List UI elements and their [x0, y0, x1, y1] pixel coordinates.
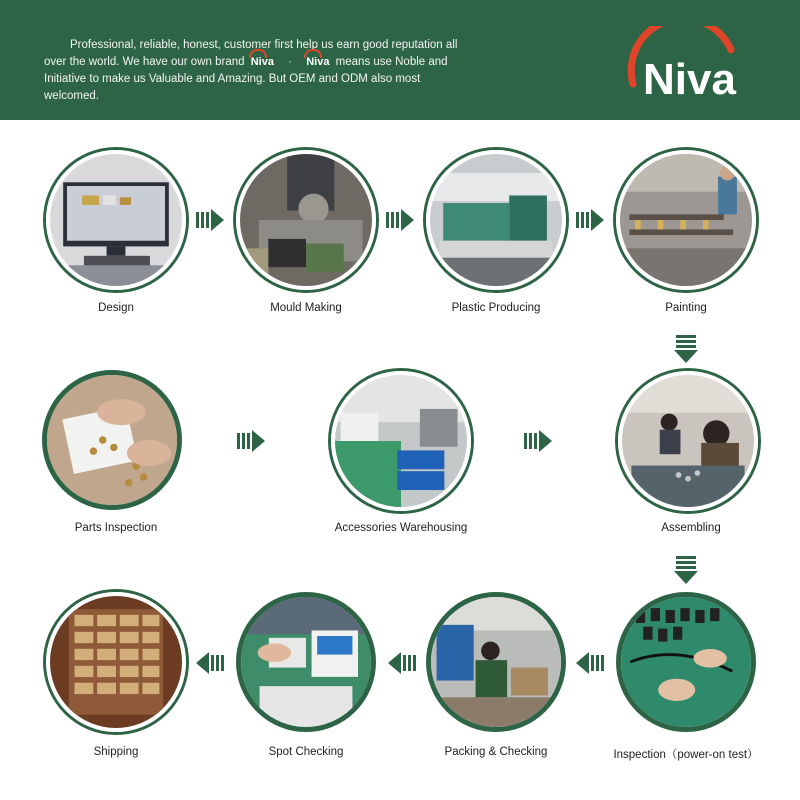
packing-checking-photo: [431, 597, 561, 727]
step-painting: [616, 150, 756, 290]
parts-inspection-photo: [47, 375, 177, 505]
step-plastic-producing: [426, 150, 566, 290]
separator-dot: ·: [288, 56, 293, 68]
label-design: Design: [98, 302, 134, 314]
plastic-producing-photo: [430, 154, 562, 286]
intro-line-1: Professional, reliable, honest, customer first help us earn good reputation all: [70, 39, 458, 51]
shipping-photo: [50, 596, 182, 728]
inspection-photo: [621, 597, 751, 727]
label-shipping: Shipping: [93, 746, 139, 758]
design-photo: [50, 154, 182, 286]
arrow-down-icon: [674, 556, 698, 584]
assembling-photo: [622, 375, 754, 507]
label-accessories-warehousing: Accessories Warehousing: [334, 522, 468, 534]
step-assembling: [618, 371, 758, 511]
step-inspection-power-on-test: [616, 592, 756, 732]
label-mould-making: Mould Making: [270, 302, 342, 314]
intro-line-4: welcomed.: [44, 90, 99, 102]
spot-checking-photo: [241, 597, 371, 727]
arrow-right-icon: [386, 209, 416, 231]
arrow-right-icon: [196, 209, 226, 231]
intro-line-2: over the world. We have our own brand Niva · Niva means use Noble and: [44, 54, 484, 71]
accessories-warehousing-photo: [335, 375, 467, 507]
label-spot-checking: Spot Checking: [268, 746, 344, 758]
step-spot-checking: [236, 592, 376, 732]
step-shipping: [46, 592, 186, 732]
intro-text: [44, 37, 484, 105]
step-parts-inspection: [42, 370, 182, 510]
label-packing-checking: Packing & Checking: [444, 746, 548, 758]
label-plastic-producing: Plastic Producing: [451, 302, 541, 314]
niva-small-logo-2: Niva: [303, 54, 332, 71]
niva-logo: [625, 26, 765, 102]
arrow-left-icon: [386, 652, 416, 674]
step-packing-checking: [426, 592, 566, 732]
arrow-right-icon: [237, 430, 267, 452]
step-accessories-warehousing: [331, 371, 471, 511]
arrow-right-icon: [524, 430, 554, 452]
label-painting: Painting: [665, 302, 707, 314]
header-banner: [0, 0, 800, 120]
niva-small-logo: Niva: [248, 54, 277, 71]
arrow-right-icon: [576, 209, 606, 231]
logo-wordmark: Niva: [643, 55, 736, 102]
step-design: [46, 150, 186, 290]
arrow-left-icon: [574, 652, 604, 674]
painting-photo: [620, 154, 752, 286]
mould-making-photo: [240, 154, 372, 286]
arrow-left-icon: [194, 652, 224, 674]
intro-line-3: Initiative to make us Valuable and Amazing. But OEM and ODM also most: [44, 73, 421, 85]
arrow-down-icon: [674, 335, 698, 363]
step-mould-making: [236, 150, 376, 290]
label-assembling: Assembling: [661, 522, 721, 534]
label-inspection-power-on-test: Inspection（power-on test）: [613, 749, 759, 761]
label-parts-inspection: Parts Inspection: [74, 522, 158, 534]
